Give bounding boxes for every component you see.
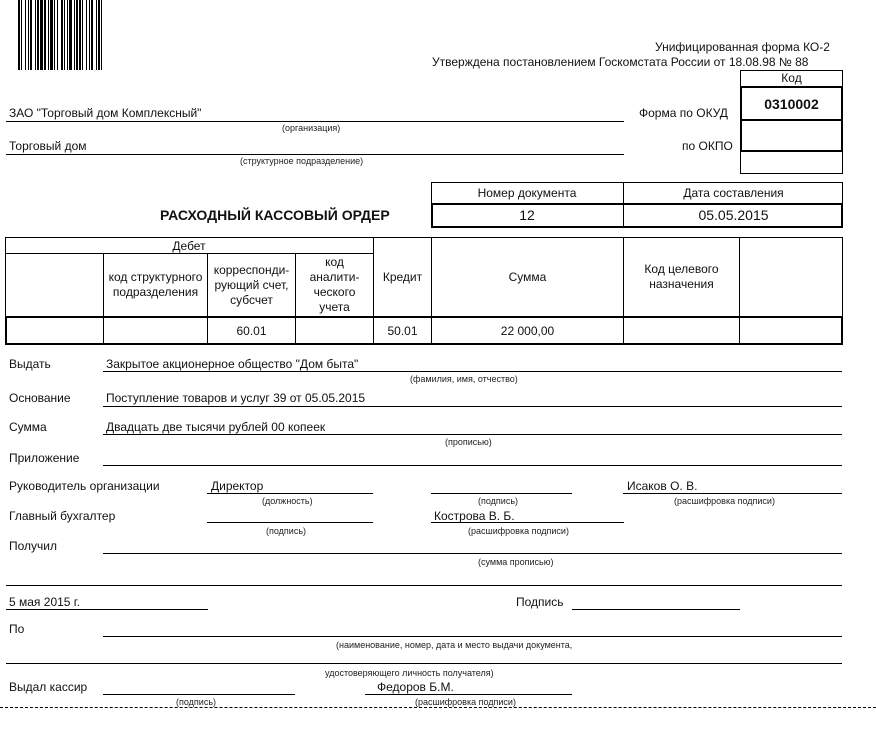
form-approval: Утверждена постановлением Госкомстата России от 18.08.98 № 88 [432,55,809,69]
head-position-line [207,493,373,494]
cell-credit: 50.01 [387,323,418,338]
received-line-2 [6,585,842,586]
doc-date-header: Дата составления [683,186,784,200]
id-caption-1: (наименование, номер, дата и место выдачи документа, [336,640,573,650]
organization-caption: (организация) [282,123,341,133]
date-text: 5 мая 2015 г. [9,595,81,609]
sum-value: Двадцать две тысячи рублей 00 копеек [106,420,326,434]
head-signature-caption: (подпись) [478,496,519,506]
by-label: По [9,622,25,636]
recipient-signature-line [572,609,740,610]
doc-number-value: 12 [519,207,535,223]
table-bottom [5,343,843,345]
date-line [6,609,208,610]
cell-struct [6,318,103,343]
cell-analytic [296,318,373,343]
code-header: Код [781,71,802,85]
received-label: Получил [9,539,57,553]
by-line-2 [6,663,842,664]
head-label: Руководитель организации [9,479,160,493]
sum-line [103,434,842,435]
head-position-caption: (должность) [262,496,313,506]
cashier-name: Федоров Б.М. [377,680,454,694]
cashier-name-caption: (расшифровка подписи) [415,697,516,707]
sum-label: Сумма [9,420,47,434]
head-name-caption: (расшифровка подписи) [674,496,775,506]
document-title: РАСХОДНЫЙ КАССОВЫЙ ОРДЕР [160,207,390,223]
head-name: Исаков О. В. [627,479,698,493]
division-caption: (структурное подразделение) [240,156,364,166]
cashier-signature-caption: (подпись) [176,697,217,707]
head-signature-line [431,493,572,494]
cell-corr: 60.01 [236,323,267,338]
row-right [841,316,843,344]
chief-name-caption: (расшифровка подписи) [468,526,569,536]
head-name-line [623,493,842,494]
basis-label: Основание [9,391,71,405]
attachment-label: Приложение [9,451,80,465]
basis-value: Поступление товаров и услуг 39 от 05.05.2015 [106,391,366,405]
cell-sum: 22 000,00 [500,323,555,338]
cashier-name-line [365,694,572,695]
col-corr-header: корреспонди-рующий счет, субсчет [213,262,290,307]
cashier-signature-line [103,694,295,695]
sum-caption: (прописью) [445,437,492,447]
barcode-image [18,0,102,70]
doc-number-header: Номер документа [477,186,577,200]
col-purpose-header: Код целевого назначения [644,262,719,291]
division-line [6,154,624,155]
issue-label: Выдать [9,357,51,371]
col-sum-header: Сумма [508,270,547,284]
received-caption: (сумма прописью) [478,557,554,567]
debet-header: Дебет [172,238,206,253]
chief-name-line [431,522,624,523]
id-caption-2: удостоверяющего личность получателя) [325,668,494,678]
doc-date-value: 05.05.2015 [698,207,769,223]
basis-line [103,406,842,407]
chief-accountant-label: Главный бухгалтер [9,509,116,523]
attachment-line [103,465,842,466]
cashier-label: Выдал кассир [9,680,88,694]
received-line [103,553,842,554]
col-analytic-header: код аналити-ческого учета [309,255,360,314]
issue-line [103,371,842,372]
signature-label: Подпись [516,595,564,609]
okpo-value [740,121,843,152]
organization-line [6,121,624,122]
chief-signature-line [207,522,373,523]
by-line [103,636,842,637]
okud-label: Форма по ОКУД [639,106,728,120]
okud-value: 0310002 [764,95,819,112]
cut-line [0,707,876,708]
head-position: Директор [211,479,264,493]
division-name: Торговый дом [9,139,87,153]
organization-name: ЗАО "Торговый дом Комплексный" [9,106,202,120]
col-struct-header: код структурного подразделения [108,270,203,299]
issue-value: Закрытое акционерное общество "Дом быта" [106,357,359,371]
form-name: Унифицированная форма КО-2 [655,40,830,54]
chief-signature-caption: (подпись) [266,526,307,536]
col-credit-header: Кредит [382,270,423,284]
okpo-label: по ОКПО [682,139,733,153]
cell-purpose [624,318,739,343]
issue-caption: (фамилия, имя, отчество) [410,374,518,384]
chief-accountant-name: Кострова В. Б. [434,509,515,523]
col-divider-7 [739,237,740,344]
